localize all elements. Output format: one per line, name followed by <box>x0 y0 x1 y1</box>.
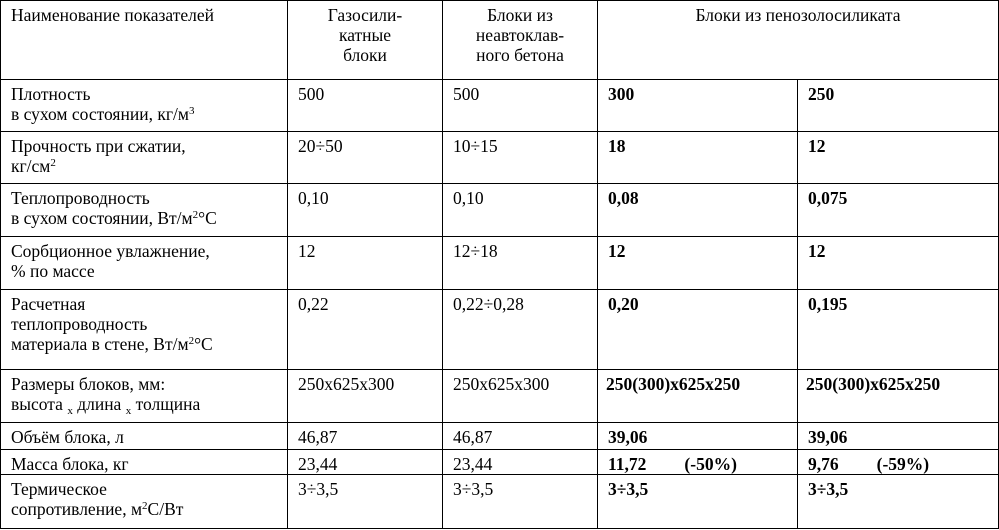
table-cell: 23,44 <box>288 450 443 475</box>
table-cell: 3÷3,5 <box>598 475 798 529</box>
row-label: Сорбционное увлажнение, % по массе <box>1 237 288 290</box>
table-cell: 46,87 <box>443 423 598 450</box>
row-label: Плотность в сухом состоянии, $кг/м^3$ <box>1 80 288 132</box>
table-row <box>1 290 999 370</box>
table-row <box>1 423 999 450</box>
row-label: Размеры блоков, мм: высота $_х$ длина $_х$ толщина <box>1 370 288 423</box>
table-row <box>1 370 999 423</box>
row-label: Термическое сопротивление, $м^2С/Вт$ <box>1 475 288 529</box>
table-row <box>1 80 999 132</box>
row-label: Объём блока, л <box>1 423 288 450</box>
table-cell: 12 <box>598 237 798 290</box>
table-cell: 3÷3,5 <box>798 475 999 529</box>
table-row <box>1 475 999 529</box>
table-cell: 250(300)х625х250 <box>798 370 999 423</box>
table-cell: 18 <box>598 132 798 184</box>
table-cell: 3÷3,5 <box>443 475 598 529</box>
table-cell: 46,87 <box>288 423 443 450</box>
table-cell: 9,76 (-59%) <box>798 450 999 475</box>
table-cell: 23,44 <box>443 450 598 475</box>
table-row <box>1 184 999 237</box>
table-cell: 10÷15 <box>443 132 598 184</box>
table-cell: 0,22 <box>288 290 443 370</box>
row-label: Прочность при сжатии, $кг/см^2$ <box>1 132 288 184</box>
table-cell: 250х625х300 <box>288 370 443 423</box>
table-cell: 300 <box>598 80 798 132</box>
header-indicators: Наименование показателей <box>1 1 288 80</box>
table-cell: 0,22÷0,28 <box>443 290 598 370</box>
table-cell: 0,075 <box>798 184 999 237</box>
table-row <box>1 132 999 184</box>
header-foam-ash-silicate: Блоки из пенозолосиликата <box>598 1 999 80</box>
header-gas-silicate: Газосили- катные блоки <box>288 1 443 80</box>
table-row <box>1 237 999 290</box>
table-cell: 20÷50 <box>288 132 443 184</box>
row-label: Теплопроводность в сухом состоянии, $Вт/м^2^\circ С$ <box>1 184 288 237</box>
table-cell: 12 <box>288 237 443 290</box>
table-cell: 3÷3,5 <box>288 475 443 529</box>
table-cell: 12 <box>798 132 999 184</box>
header-row <box>1 1 999 80</box>
table-cell: 12 <box>798 237 999 290</box>
table-cell: 250 <box>798 80 999 132</box>
table-cell: 39,06 <box>598 423 798 450</box>
table-cell: 250(300)х625х250 <box>598 370 798 423</box>
table-cell: 12÷18 <box>443 237 598 290</box>
row-label: Расчетная теплопроводность материала в стене, $Вт/м^2^\circ С$ <box>1 290 288 370</box>
table-cell: 0,08 <box>598 184 798 237</box>
table-row <box>1 450 999 475</box>
table-cell: 0,10 <box>288 184 443 237</box>
table-cell: 500 <box>288 80 443 132</box>
table-cell: 0,20 <box>598 290 798 370</box>
table-cell: 0,195 <box>798 290 999 370</box>
table-cell: 250х625х300 <box>443 370 598 423</box>
table-cell: 39,06 <box>798 423 999 450</box>
table-cell: 500 <box>443 80 598 132</box>
table-cell: 0,10 <box>443 184 598 237</box>
table-cell: 11,72 (-50%) <box>598 450 798 475</box>
header-non-autoclave: Блоки из неавтоклав- ного бетона <box>443 1 598 80</box>
row-label: Масса блока, кг <box>1 450 288 475</box>
